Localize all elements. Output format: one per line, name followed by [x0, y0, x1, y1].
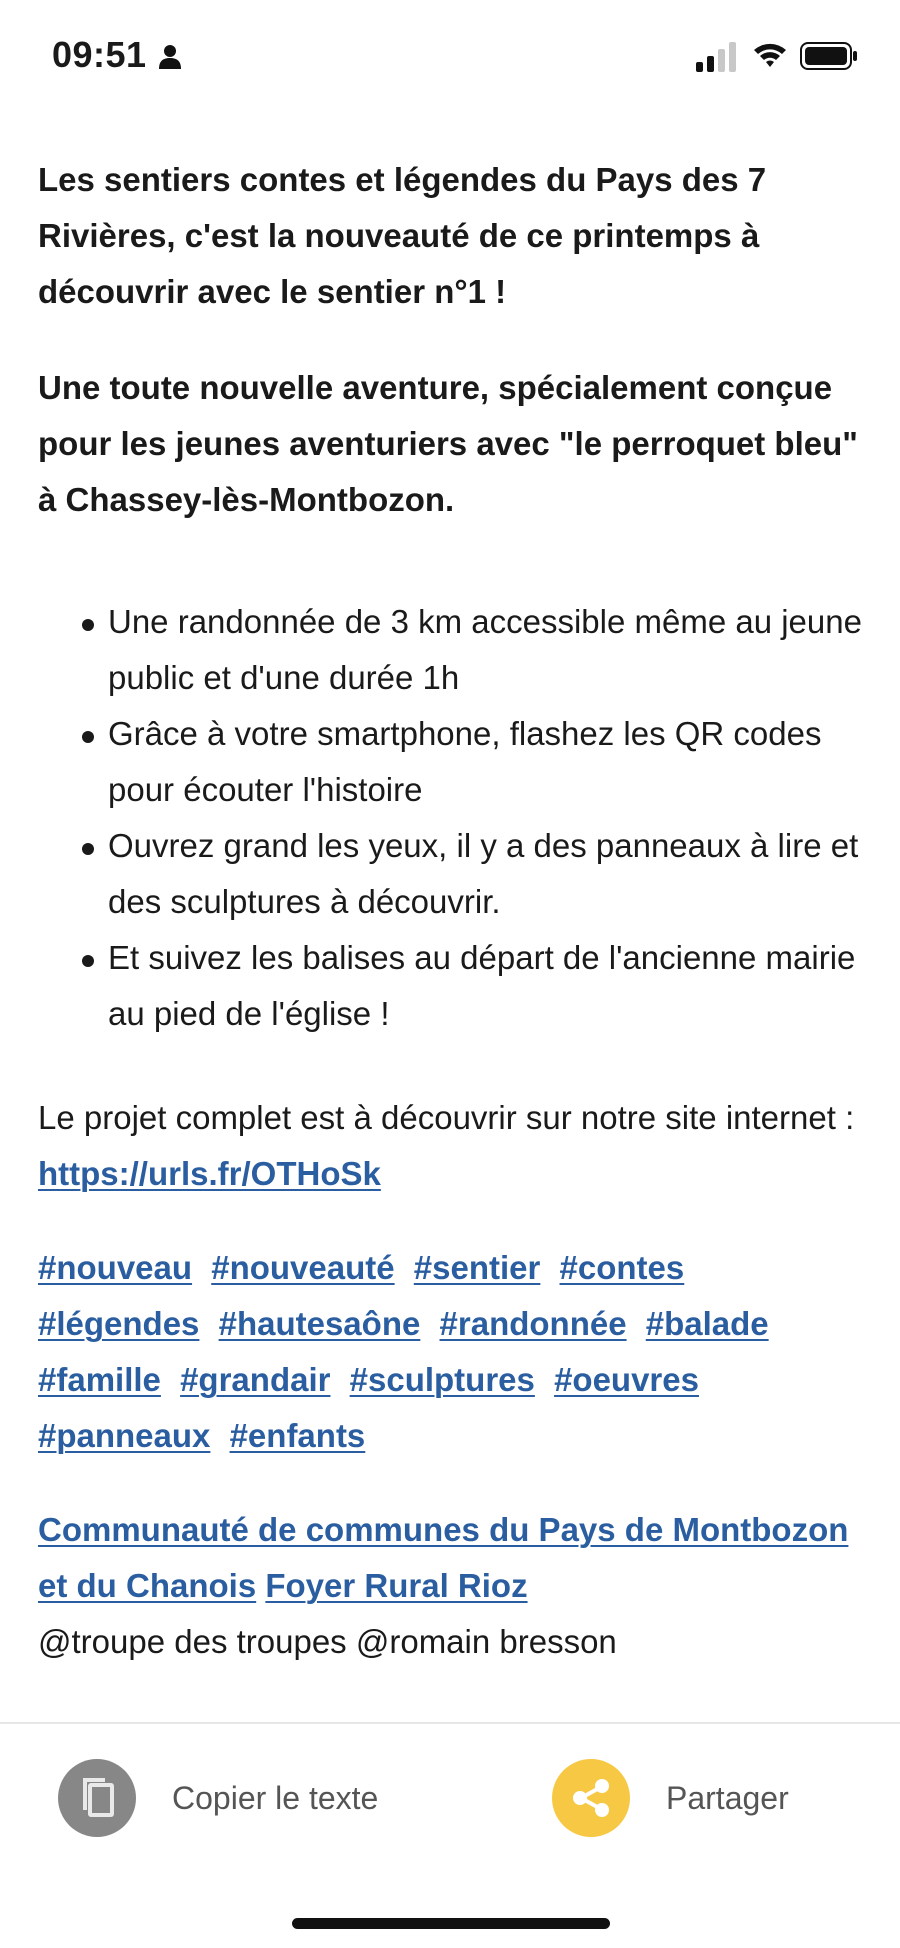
- list-item: Ouvrez grand les yeux, il y a des panneaux à lire et des sculptures à découvrir.: [82, 818, 868, 930]
- mention-link-foyer-rural[interactable]: Foyer Rural Rioz: [265, 1567, 528, 1604]
- hashtag-link[interactable]: #sculptures: [349, 1361, 535, 1398]
- copy-text-button[interactable]: [58, 1758, 378, 1838]
- list-item: Et suivez les balises au départ de l'ancienne mairie au pied de l'église !: [82, 930, 868, 1042]
- mentions: [38, 1502, 868, 1670]
- hashtags: [38, 1240, 868, 1464]
- share-icon: [552, 1759, 630, 1837]
- list-item: Une randonnée de 3 km accessible même au jeune public et d'une durée 1h: [82, 594, 868, 706]
- hashtag-link[interactable]: #famille: [38, 1361, 161, 1398]
- wifi-icon: [752, 40, 788, 70]
- status-bar: [0, 0, 900, 110]
- hashtag-link[interactable]: #balade: [645, 1305, 769, 1342]
- hashtag-link[interactable]: #légendes: [38, 1305, 200, 1342]
- hashtag-link[interactable]: #contes: [559, 1249, 685, 1286]
- project-link[interactable]: https://urls.fr/OTHoSk: [38, 1155, 381, 1192]
- hashtag-link[interactable]: #sentier: [413, 1249, 541, 1286]
- status-time: 09:51: [52, 34, 147, 75]
- post-subtitle: Une toute nouvelle aventure, spécialement conçue pour les jeunes aventuriers avec "le perroquet bleu" à Chassey-lès-Montbozon.: [38, 369, 858, 518]
- share-button[interactable]: [552, 1758, 789, 1838]
- signal-icon: [696, 42, 738, 72]
- battery-icon: [800, 42, 858, 70]
- post-intro: Les sentiers contes et légendes du Pays des 7 Rivières, c'est la nouveauté de ce printemps à découvrir avec le sentier n°1 !: [38, 161, 767, 310]
- hashtag-link[interactable]: #enfants: [229, 1417, 366, 1454]
- list-item: Grâce à votre smartphone, flashez les QR codes pour écouter l'histoire: [82, 706, 868, 818]
- bottom-divider: [0, 1722, 900, 1724]
- mentions-text: @troupe des troupes @romain bresson: [38, 1623, 617, 1660]
- hashtag-link[interactable]: #grandair: [180, 1361, 331, 1398]
- hashtag-link[interactable]: #nouveau: [38, 1249, 193, 1286]
- project-text: Le projet complet est à découvrir sur notre site internet :: [38, 1099, 855, 1136]
- share-label: Partager: [666, 1779, 789, 1816]
- post-content: [38, 152, 868, 1670]
- project-paragraph: [38, 1090, 868, 1202]
- hashtag-link[interactable]: #hautesaône: [218, 1305, 421, 1342]
- feature-list: [38, 594, 868, 1042]
- hashtag-link[interactable]: #nouveauté: [211, 1249, 395, 1286]
- mention-link-communaute[interactable]: Communauté de communes du Pays de Montbozon et du Chanois: [38, 1511, 849, 1604]
- copy-icon: [58, 1759, 136, 1837]
- hashtag-link[interactable]: #oeuvres: [554, 1361, 699, 1398]
- person-icon: [158, 44, 182, 70]
- hashtag-link[interactable]: #panneaux: [38, 1417, 211, 1454]
- hashtag-link[interactable]: #randonnée: [439, 1305, 627, 1342]
- home-indicator[interactable]: [292, 1918, 610, 1929]
- copy-text-label: Copier le texte: [172, 1779, 379, 1816]
